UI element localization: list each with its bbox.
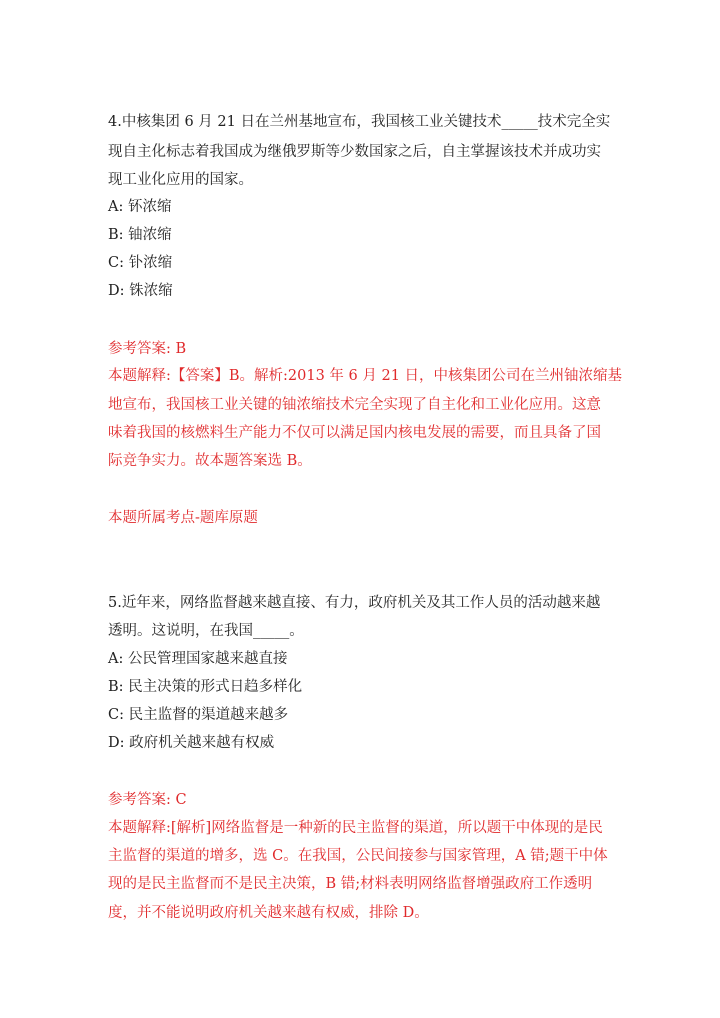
q5-stem-line-1: 5.近年来，网络监督越来越直接、有力，政府机关及其工作人员的活动越来越 [108, 595, 601, 611]
q5-explanation-line-4: 度，并不能说明政府机关越来越有权威，排除 D。 [108, 905, 429, 921]
q4-option-a: A: 钚浓缩 [108, 199, 172, 215]
q4-answer: 参考答案: B [108, 341, 187, 357]
q5-option-d: D: 政府机关越来越有权威 [108, 735, 275, 751]
q4-explanation-line-1: 本题解释:【答案】B。解析:2013 年 6 月 21 日，中核集团公司在兰州铀浓缩基 [108, 368, 623, 384]
q4-explanation-line-2: 地宣布，我国核工业关键的铀浓缩技术完全实现了自主化和工业化应用。这意 [108, 397, 601, 413]
q4-option-b: B: 铀浓缩 [108, 227, 172, 243]
q5-option-b: B: 民主决策的形式日趋多样化 [108, 679, 303, 695]
q5-stem-line-2: 透明。这说明，在我国_____。 [108, 623, 304, 639]
q4-stem-line-1: 4.中核集团 6 月 21 日在兰州基地宣布，我国核工业关键技术_____技术完全实 [108, 114, 611, 130]
q5-explanation-line-1: 本题解释:[解析]网络监督是一种新的民主监督的渠道，所以题干中体现的是民 [108, 820, 603, 836]
q4-stem-line-2: 现自主化标志着我国成为继俄罗斯等少数国家之后，自主掌握该技术并成功实 [108, 144, 601, 160]
q4-source-tag: 本题所属考点-题库原题 [108, 510, 258, 526]
q4-option-d: D: 铢浓缩 [108, 283, 173, 299]
q5-option-c: C: 民主监督的渠道越来越多 [108, 707, 289, 723]
q4-option-c: C: 钋浓缩 [108, 255, 173, 271]
q5-explanation-line-2: 主监督的渠道的增多，选 C。在我国，公民间接参与国家管理，A 错;题干中体 [108, 848, 608, 864]
q4-explanation-line-3: 味着我国的核燃料生产能力不仅可以满足国内核电发展的需要，而且具备了国 [108, 425, 601, 441]
q5-option-a: A: 公民管理国家越来越直接 [108, 651, 288, 667]
q4-stem-line-3: 现工业化应用的国家。 [108, 172, 253, 188]
q4-explanation-line-4: 际竞争实力。故本题答案选 B。 [108, 453, 312, 469]
q5-explanation-line-3: 现的是民主监督而不是民主决策，B 错;材料表明网络监督增强政府工作透明 [108, 876, 593, 892]
q5-answer: 参考答案: C [108, 792, 187, 808]
